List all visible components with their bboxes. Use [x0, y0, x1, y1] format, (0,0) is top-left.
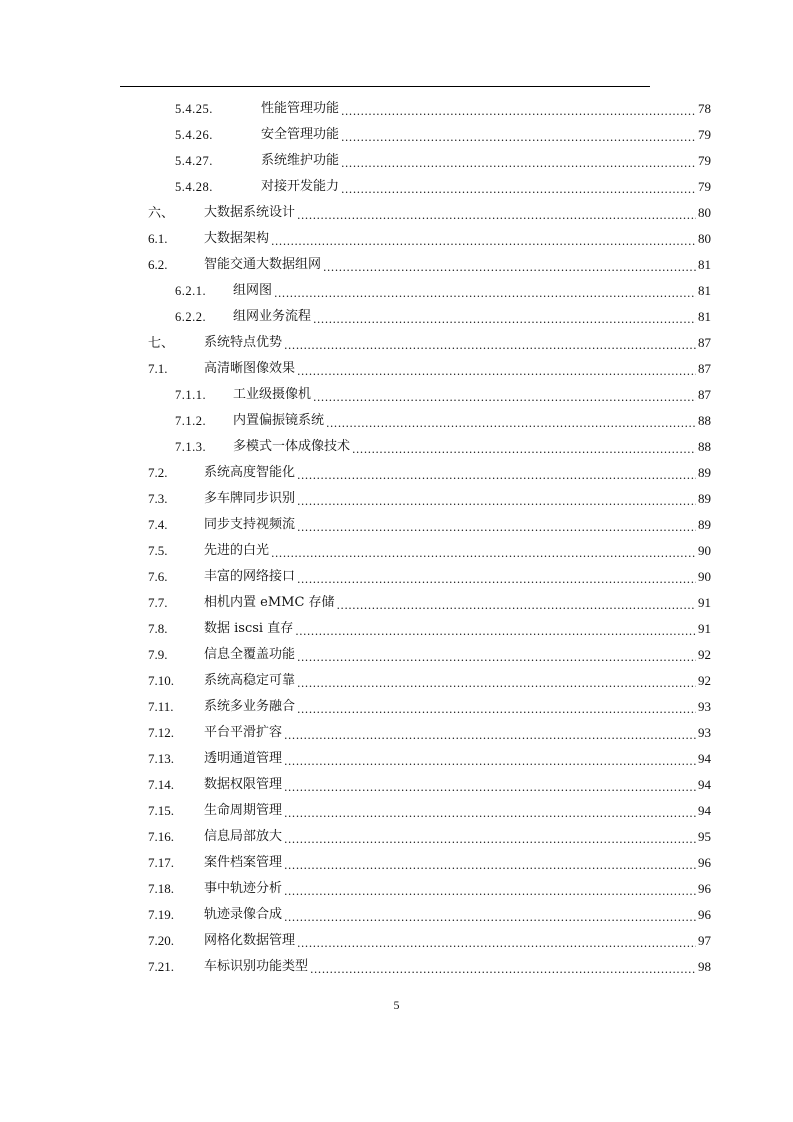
- toc-entry[interactable]: [175, 304, 711, 330]
- toc-dot-leader: [297, 928, 696, 954]
- toc-entry-page: 89: [698, 491, 711, 506]
- toc-entry-title: 大数据系统设计: [204, 205, 296, 220]
- toc-entry[interactable]: [148, 876, 711, 902]
- toc-entry-page: 89: [698, 465, 711, 480]
- toc-entry-title: 对接开发能力: [261, 179, 340, 194]
- toc-dot-leader: [341, 174, 696, 200]
- toc-dot-leader: [271, 538, 696, 564]
- toc-entry-number: 7.2.: [148, 465, 168, 480]
- toc-entry-number: 5.4.28.: [175, 180, 213, 194]
- toc-dot-leader: [323, 252, 696, 278]
- toc-entry-page: 79: [698, 153, 711, 168]
- toc-entry-number: 7.12.: [148, 725, 174, 740]
- toc-entry-page: 98: [698, 959, 711, 974]
- toc-entry-title: 多模式一体成像技术: [233, 439, 351, 454]
- toc-dot-leader: [295, 616, 696, 642]
- toc-entry-title: 数据 iscsi 直存: [204, 621, 294, 636]
- toc-entry-page: 91: [698, 621, 711, 636]
- toc-entry-page: 92: [698, 647, 711, 662]
- toc-dot-leader: [284, 746, 696, 772]
- toc-entry-page: 80: [698, 205, 711, 220]
- toc-entry[interactable]: [175, 174, 711, 200]
- toc-entry[interactable]: [175, 434, 711, 460]
- toc-entry-number: 5.4.26.: [175, 128, 213, 142]
- toc-entry-number: 七、: [148, 335, 175, 350]
- toc-entry-title: 高清晰图像效果: [204, 361, 296, 376]
- toc-entry-title: 组网图: [233, 283, 273, 298]
- toc-entry-title: 先进的白光: [204, 543, 270, 558]
- toc-entry[interactable]: [148, 226, 711, 252]
- toc-entry-title: 大数据架构: [204, 231, 270, 246]
- toc-entry-page: 79: [698, 127, 711, 142]
- header-rule: [120, 86, 650, 87]
- toc-entry[interactable]: [148, 902, 711, 928]
- toc-entry-number: 6.2.2.: [175, 310, 207, 324]
- toc-entry-page: 94: [698, 777, 711, 792]
- toc-entry[interactable]: [148, 512, 711, 538]
- toc-dot-leader: [326, 408, 696, 434]
- toc-entry[interactable]: [148, 200, 711, 226]
- toc-dot-leader: [274, 278, 696, 304]
- toc-entry-number: 7.8.: [148, 621, 168, 636]
- toc-entry[interactable]: [148, 538, 711, 564]
- toc-entry-title: 智能交通大数据组网: [204, 257, 322, 272]
- toc-dot-leader: [284, 824, 696, 850]
- toc-entry-page: 95: [698, 829, 711, 844]
- toc-entry-number: 7.17.: [148, 855, 174, 870]
- toc-entry-number: 7.14.: [148, 777, 174, 792]
- toc-dot-leader: [297, 460, 696, 486]
- toc-entry-number: 7.20.: [148, 933, 174, 948]
- toc-entry[interactable]: [148, 824, 711, 850]
- toc-entry-title: 系统高度智能化: [204, 465, 296, 480]
- toc-entry[interactable]: [148, 564, 711, 590]
- toc-dot-leader: [284, 876, 696, 902]
- toc-entry-number: 7.18.: [148, 881, 174, 896]
- toc-dot-leader: [352, 434, 696, 460]
- toc-entry-number: 7.7.: [148, 595, 168, 610]
- toc-entry[interactable]: [175, 122, 711, 148]
- toc-entry-number: 7.15.: [148, 803, 174, 818]
- toc-entry-page: 88: [698, 413, 711, 428]
- toc-entry-page: 92: [698, 673, 711, 688]
- toc-entry[interactable]: [175, 278, 711, 304]
- toc-entry-page: 91: [698, 595, 711, 610]
- toc-dot-leader: [310, 954, 696, 980]
- toc-dot-leader: [297, 564, 696, 590]
- toc-dot-leader: [337, 590, 696, 616]
- toc-entry-number: 7.5.: [148, 543, 168, 558]
- toc-entry-number: 7.16.: [148, 829, 174, 844]
- toc-entry-page: 80: [698, 231, 711, 246]
- toc-dot-leader: [313, 382, 696, 408]
- toc-entry-page: 81: [698, 283, 711, 298]
- toc-entry-title: 相机内置 eMMC 存储: [204, 595, 335, 610]
- toc-entry-number: 7.9.: [148, 647, 168, 662]
- toc-entry-page: 81: [698, 257, 711, 272]
- toc-entry-number: 7.11.: [148, 699, 174, 714]
- toc-dot-leader: [284, 772, 696, 798]
- toc-dot-leader: [341, 148, 696, 174]
- toc-entry-number: 7.19.: [148, 907, 174, 922]
- toc-entry-title: 多车牌同步识别: [204, 491, 296, 506]
- toc-entry-title: 组网业务流程: [233, 309, 312, 324]
- toc-entry[interactable]: [148, 850, 711, 876]
- toc-entry-page: 88: [698, 439, 711, 454]
- toc-entry-title: 性能管理功能: [261, 101, 340, 116]
- toc-entry-page: 87: [698, 361, 711, 376]
- toc-entry-page: 78: [698, 101, 711, 116]
- toc-entry-number: 5.4.27.: [175, 154, 213, 168]
- toc-dot-leader: [284, 850, 696, 876]
- toc-entry-title: 系统高稳定可靠: [204, 673, 296, 688]
- page-number: 5: [393, 998, 400, 1012]
- toc-entry[interactable]: [175, 148, 711, 174]
- toc-entry-title: 同步支持视频流: [204, 517, 296, 532]
- toc-dot-leader: [313, 304, 696, 330]
- toc-entry-page: 93: [698, 725, 711, 740]
- toc-entry-title: 轨迹录像合成: [204, 907, 283, 922]
- toc-entry-title: 透明通道管理: [204, 751, 283, 766]
- toc-entry[interactable]: [148, 720, 711, 746]
- toc-entry-page: 79: [698, 179, 711, 194]
- toc-entry[interactable]: [175, 96, 711, 122]
- toc-entry-page: 96: [698, 855, 711, 870]
- toc-dot-leader: [297, 668, 696, 694]
- toc-entry[interactable]: [148, 928, 711, 954]
- toc-dot-leader: [297, 694, 696, 720]
- toc-entry[interactable]: [148, 746, 711, 772]
- toc-entry-title: 案件档案管理: [204, 855, 283, 870]
- toc-entry[interactable]: [148, 954, 711, 980]
- toc-entry-number: 7.4.: [148, 517, 168, 532]
- toc-dot-leader: [284, 330, 696, 356]
- toc-entry-page: 87: [698, 387, 711, 402]
- toc-entry-title: 丰富的网络接口: [204, 569, 296, 584]
- toc-entry-number: 6.1.: [148, 231, 168, 246]
- toc-entry-number: 7.3.: [148, 491, 168, 506]
- toc-entry-page: 96: [698, 907, 711, 922]
- toc-dot-leader: [271, 226, 696, 252]
- toc-dot-leader: [297, 356, 696, 382]
- toc-dot-leader: [297, 200, 696, 226]
- toc-entry-page: 93: [698, 699, 711, 714]
- toc-entry-page: 96: [698, 881, 711, 896]
- toc-entry-title: 数据权限管理: [204, 777, 283, 792]
- toc-entry-title: 事中轨迹分析: [204, 881, 283, 896]
- toc-entry[interactable]: [175, 408, 711, 434]
- toc-entry-number: 5.4.25.: [175, 102, 213, 116]
- toc-entry-title: 平台平滑扩容: [204, 725, 283, 740]
- toc-entry-page: 97: [698, 933, 711, 948]
- toc-entry-title: 网格化数据管理: [204, 933, 296, 948]
- toc-dot-leader: [341, 96, 696, 122]
- toc-dot-leader: [284, 902, 696, 928]
- toc-entry-title: 生命周期管理: [204, 803, 283, 818]
- toc-entry-number: 7.1.2.: [175, 414, 207, 428]
- toc-dot-leader: [341, 122, 696, 148]
- toc-entry[interactable]: [148, 330, 711, 356]
- toc-entry-number: 7.10.: [148, 673, 174, 688]
- toc-dot-leader: [297, 486, 696, 512]
- toc-entry-title: 系统维护功能: [261, 153, 340, 168]
- toc-entry[interactable]: [148, 694, 711, 720]
- toc-entry[interactable]: [148, 772, 711, 798]
- toc-entry[interactable]: [148, 356, 711, 382]
- toc-entry-number: 六、: [148, 205, 175, 220]
- toc-entry-number: 7.6.: [148, 569, 168, 584]
- toc-entry-title: 安全管理功能: [261, 127, 340, 142]
- toc-entry-title: 系统多业务融合: [204, 699, 296, 714]
- toc-entry-number: 6.2.: [148, 257, 168, 272]
- toc-entry[interactable]: [175, 382, 711, 408]
- toc-entry-title: 信息全覆盖功能: [204, 647, 296, 662]
- toc-entry[interactable]: [148, 642, 711, 668]
- toc-entry-page: 89: [698, 517, 711, 532]
- toc-entry-title: 工业级摄像机: [233, 387, 312, 402]
- toc-dot-leader: [284, 798, 696, 824]
- toc-entry[interactable]: [148, 616, 711, 642]
- toc-dot-leader: [297, 642, 696, 668]
- toc-entry-number: 7.1.: [148, 361, 168, 376]
- toc-dot-leader: [297, 512, 696, 538]
- toc-entry[interactable]: [148, 252, 711, 278]
- toc-entry[interactable]: [148, 668, 711, 694]
- toc-entry-number: 7.1.1.: [175, 388, 207, 402]
- toc-entry-title: 车标识别功能类型: [204, 959, 309, 974]
- toc-entry-title: 系统特点优势: [204, 335, 283, 350]
- toc-entry-page: 90: [698, 569, 711, 584]
- toc-entry[interactable]: [148, 798, 711, 824]
- toc-entry-page: 94: [698, 803, 711, 818]
- toc-dot-leader: [284, 720, 696, 746]
- toc-entry-title: 内置偏振镜系统: [233, 413, 325, 428]
- toc-entry[interactable]: [148, 460, 711, 486]
- toc-entry-page: 81: [698, 309, 711, 324]
- toc-entry-number: 6.2.1.: [175, 284, 207, 298]
- toc-entry[interactable]: [148, 590, 711, 616]
- toc-entry-title: 信息局部放大: [204, 829, 283, 844]
- toc-entry-page: 94: [698, 751, 711, 766]
- toc-entry-number: 7.1.3.: [175, 440, 207, 454]
- toc-entry-page: 90: [698, 543, 711, 558]
- toc-entry[interactable]: [148, 486, 711, 512]
- toc-entry-page: 87: [698, 335, 711, 350]
- toc-entry-number: 7.21.: [148, 959, 174, 974]
- toc-entry-number: 7.13.: [148, 751, 174, 766]
